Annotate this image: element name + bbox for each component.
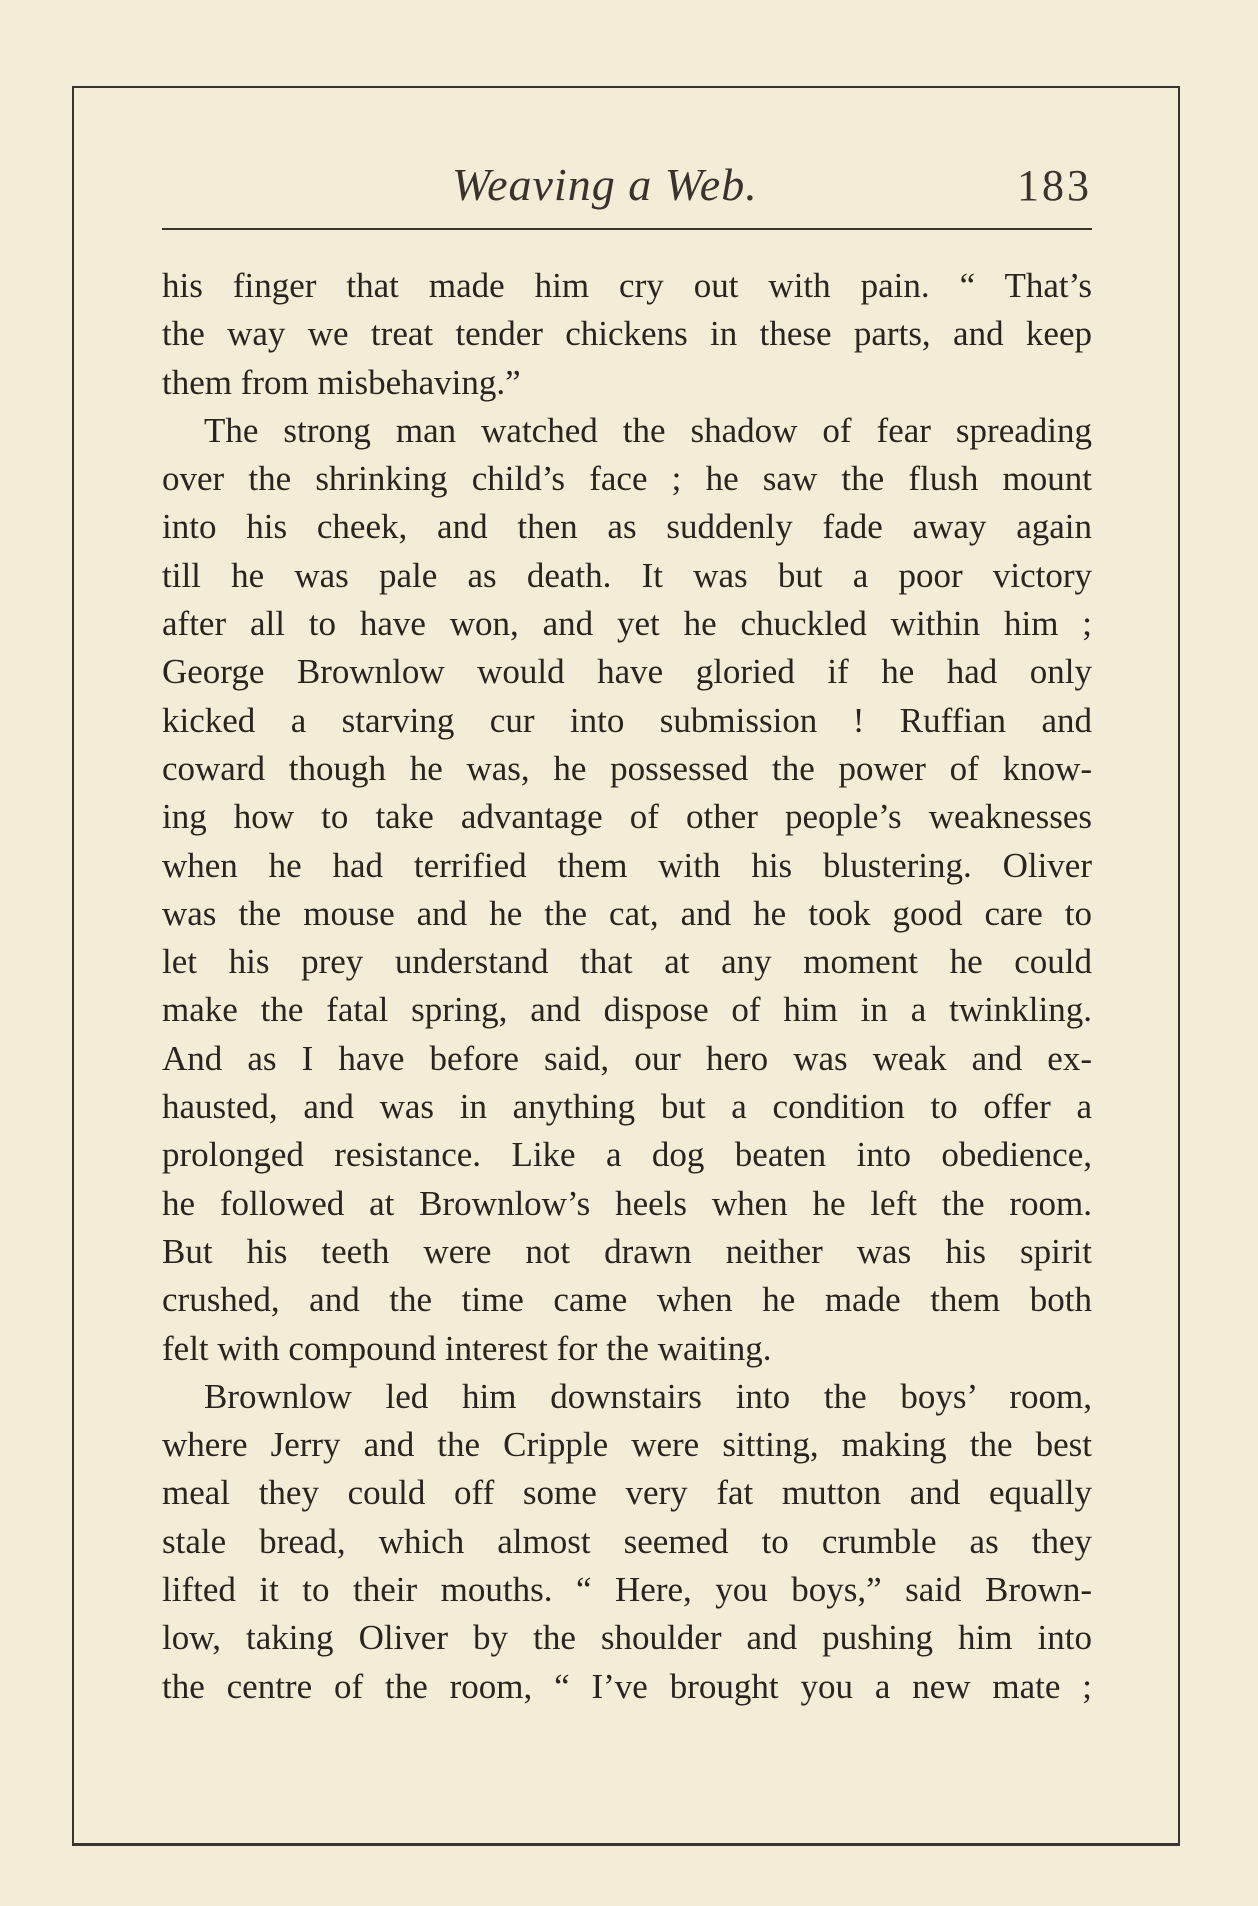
text-line: let his prey understand that at any moment he could	[162, 942, 1092, 982]
text-line: he followed at Brownlow’s heels when he left the room.	[162, 1183, 1092, 1223]
text-line: prolonged resistance. Like a dog beaten into obedience,	[162, 1135, 1092, 1175]
text-line: crushed, and the time came when he made them both	[162, 1280, 1092, 1320]
text-line: the centre of the room, “ I’ve brought you a new mate ;	[162, 1666, 1092, 1706]
text-line: where Jerry and the Cripple were sitting, making the best	[162, 1425, 1092, 1465]
text-line: But his teeth were not drawn neither was his spirit	[162, 1231, 1092, 1271]
text-line: his finger that made him cry out with pain. “ That’s	[162, 266, 1092, 305]
text-line: coward though he was, he possessed the power of know-	[162, 748, 1092, 788]
text-line: them from misbehaving.”	[162, 362, 521, 402]
text-line: was the mouse and he the cat, and he took good care to	[162, 893, 1092, 933]
text-line: after all to have won, and yet he chuckled within him ;	[162, 604, 1092, 644]
text-line: George Brownlow would have gloried if he had only	[162, 652, 1092, 692]
text-line: kicked a starving cur into submission ! Ruffian and	[162, 700, 1092, 740]
text-line: lifted it to their mouths. “ Here, you boys,” said Brown-	[162, 1570, 1092, 1610]
text-line: when he had terrified them with his blustering. Oliver	[162, 845, 1092, 885]
text-line: make the fatal spring, and dispose of him in a twinkling.	[162, 990, 1092, 1030]
body-text	[162, 262, 1092, 1711]
text-line: ing how to take advantage of other people’s weaknesses	[162, 797, 1092, 837]
text-line: The strong man watched the shadow of fear spreading	[204, 410, 1092, 450]
running-title: Weaving a Web.	[452, 159, 758, 210]
text-line: stale bread, which almost seemed to crumble as they	[162, 1521, 1092, 1561]
text-line: hausted, and was in anything but a condition to offer a	[162, 1087, 1092, 1127]
text-line: Brownlow led him downstairs into the boys’ room,	[204, 1376, 1092, 1416]
text-line: into his cheek, and then as suddenly fade away again	[162, 507, 1092, 547]
text-line: And as I have before said, our hero was weak and ex-	[162, 1038, 1092, 1078]
text-line: over the shrinking child’s face ; he saw the flush mount	[162, 459, 1092, 499]
text-line: till he was pale as death. It was but a poor victory	[162, 555, 1092, 595]
text-line: low, taking Oliver by the shoulder and pushing him into	[162, 1618, 1092, 1658]
text-line: felt with compound interest for the waiting.	[162, 1328, 772, 1368]
text-line: meal they could off some very fat mutton and equally	[162, 1473, 1092, 1513]
running-header	[162, 150, 1092, 230]
page-number: 183	[1017, 161, 1092, 210]
text-line: the way we treat tender chickens in these parts, and keep	[162, 314, 1092, 354]
